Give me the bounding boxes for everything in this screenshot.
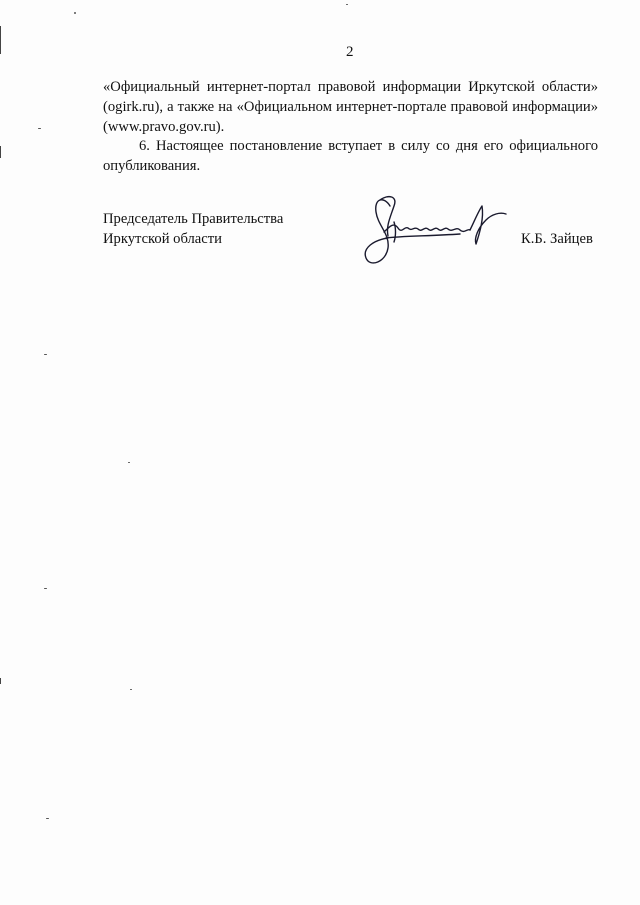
paragraph-publication (103, 78, 598, 137)
scan-speck (346, 4, 348, 5)
signature-stroke (394, 222, 396, 242)
scan-speck (44, 588, 47, 589)
signature-stroke (386, 234, 460, 238)
text-line: опубликования. (103, 157, 201, 174)
signature-stroke (365, 200, 390, 263)
scan-edge-mark (0, 678, 1, 684)
scan-speck (44, 354, 47, 355)
scan-speck (74, 12, 76, 14)
handwritten-signature (360, 192, 510, 274)
signature-stroke (384, 225, 470, 232)
paragraph-effective-date (103, 137, 598, 177)
scan-edge-mark (0, 146, 1, 158)
scan-speck (128, 462, 130, 463)
text-line: (www.pravo.gov.ru). (103, 118, 225, 135)
signer-name: К.Б. Зайцев (521, 231, 593, 247)
text-line: (ogirk.ru), а также на «Официальном интернет-портале правовой информации» (103, 98, 598, 115)
text-line: «Официальный интернет-портал правовой информации Иркутской области» (103, 79, 598, 95)
signature-stroke (470, 206, 506, 244)
signatory-position (103, 210, 283, 250)
scan-speck (130, 689, 132, 690)
scan-speck (46, 818, 49, 819)
position-line: Иркутской области (103, 230, 222, 247)
scan-speck (38, 128, 41, 129)
page-number: 2 (346, 44, 354, 60)
position-line: Председатель Правительства (103, 211, 284, 227)
text-line: 6. Настоящее постановление вступает в силу со дня его официального (139, 138, 598, 154)
